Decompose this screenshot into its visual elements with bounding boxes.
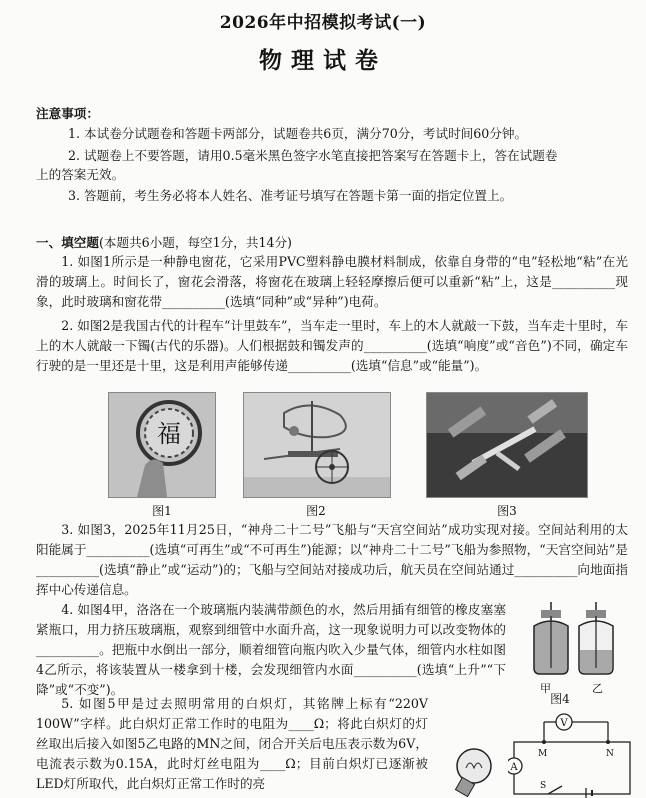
subject-title: 物理试卷 <box>259 47 387 74</box>
question-3: 3. 如图3，2025年11月25日，“神舟二十二号”飞船与“天宫空间站”成功实现对接。空间站利用的太阳能属于__________(选填“可再生”或“不可再生”)能源；以“神舟二十二号”飞船为参照物，“天宫空间站”是__________(选填“静止”或“运动”)的；飞船与空间站对接成功后，航天员在空间站通过__________向地面指挥中心传递信息。 <box>36 522 628 597</box>
point-n-label: N <box>606 749 614 759</box>
light-bulb-illustration <box>444 744 498 798</box>
fig4-label-jia: 甲 <box>540 682 551 695</box>
notice-item-2a: 2. 试题卷上不要答题，请用0.5毫米黑色签字水笔直接把答案写在答题卡上，答在试题卷 <box>68 148 558 163</box>
space-station-illustration <box>427 393 587 497</box>
figure-4-caption: 图4 <box>550 692 570 706</box>
bottle-yi <box>579 602 613 674</box>
fig4-label-yi: 乙 <box>592 682 603 695</box>
question-4: 4. 如图4甲，洛洛在一个玻璃瓶内装满带颜色的水，然后用插有细管的橡皮塞塞紧瓶口，用力挤压玻璃瓶，观察到细管中水面升高，这一现象说明力可以改变物体的__________。把瓶中水倒出一部分，顺着细管向瓶内吹入少量气体，细管内水柱如图4乙所示，将该装置从一楼拿到十楼，会发现细管内水面__________(选填“上升”“下降”或“不变”)。 <box>36 602 506 697</box>
switch-label: S <box>540 781 547 791</box>
section-title: 一、填空题 <box>36 235 99 250</box>
bottle-jia <box>534 602 568 674</box>
figure-1-image <box>108 392 216 498</box>
drum-cart-illustration <box>244 393 390 497</box>
section-heading <box>36 233 628 253</box>
notice-item-1: 1. 本试卷分试题卷和答题卡两部分，试题卷共6页，满分70分，考试时间60分钟。 <box>68 126 528 141</box>
figure-2-image <box>243 392 391 498</box>
section-note: (本题共6小题，每空1分，共14分) <box>98 235 292 250</box>
figure-1-caption: 图1 <box>152 504 172 518</box>
figure-3-image <box>426 392 588 498</box>
question-2: 2. 如图2是我国古代的计程车“计里鼓车”，当车走一里时，车上的木人就敲一下鼓，当车走十里时，车上的木人就敲一下镯(古代的乐器)。人们根据鼓和镯发声的__________(选填“响度”或“音色”)不同，确定车行驶的是一里还是十里，这是利用声能够传递__________(选填“信息”或“能量”)。 <box>36 318 628 373</box>
notice-item-2b: 上的答案无效。 <box>36 167 125 182</box>
notice-item-3: 3. 答题前，考生务必将本人姓名、准考证号填写在答题卡第一面的指定位置上。 <box>68 188 513 203</box>
window-flower-illustration <box>109 393 215 497</box>
ammeter-label: A <box>510 762 518 773</box>
circuit-diagram <box>508 712 636 798</box>
notice-heading: 注意事项： <box>36 106 99 121</box>
voltmeter-label: V <box>560 718 568 729</box>
figure-2-caption: 图2 <box>306 504 326 518</box>
exam-title: 2026年中招模拟考试(一) <box>219 13 427 33</box>
figure-3-caption: 图3 <box>497 504 517 518</box>
point-m-label: M <box>538 749 548 759</box>
fig1-fu-char: 福 <box>157 420 181 448</box>
question-5: 5. 如图5甲是过去照明常用的白炽灯，其铭牌上标有“220V 100W”字样。此白炽灯正常工作时的电阻为____Ω；将此白炽灯的灯丝取出后接入如图5乙电路的MN之间，闭合开关后电压表示数为6V，电流表示数为0.15A，此时灯丝电阻为____Ω；目前白炽灯已逐渐被LED灯所取代，此白炽灯正常工作时的亮 <box>36 696 428 791</box>
question-1: 1. 如图1所示是一种静电窗花，它采用PVC塑料静电膜材料制成，依靠自身带的“电”轻松地“粘”在光滑的玻璃上。时间长了，窗花会滑落，将窗花在玻璃上轻轻摩擦后便可以重新“粘”上，这是__________现象，此时玻璃和窗花带__________(选填“同种”或“异种”)电荷。 <box>36 254 628 309</box>
